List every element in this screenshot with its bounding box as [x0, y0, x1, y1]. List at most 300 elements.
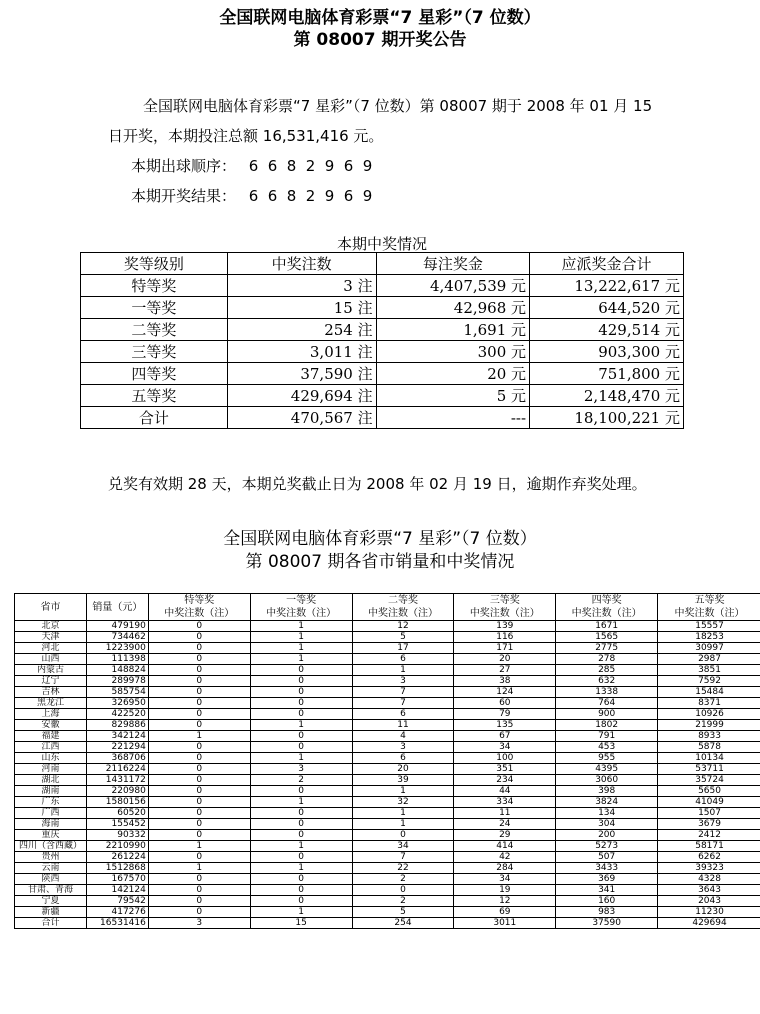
level-col-header: [352, 594, 454, 621]
table-cell: 60: [454, 698, 556, 709]
table-row: [15, 775, 760, 786]
table-cell: 285: [556, 665, 658, 676]
table-cell: 32: [352, 797, 454, 808]
table-cell: 辽宁: [15, 676, 87, 687]
table-cell: 326950: [86, 698, 148, 709]
table-cell: 507: [556, 852, 658, 863]
table-cell: 5 元: [376, 385, 529, 407]
table-cell: 17: [352, 643, 454, 654]
table-cell: 四川（含西藏）: [15, 841, 87, 852]
level-name: 二等奖: [387, 595, 418, 606]
table-cell: 37,590 注: [227, 363, 376, 385]
table-cell: 35724: [658, 775, 760, 786]
table-cell: 29: [454, 830, 556, 841]
table-row: [81, 407, 684, 429]
table-cell: 254 注: [227, 319, 376, 341]
table-cell: 贵州: [15, 852, 87, 863]
digit: 9: [362, 187, 373, 205]
table-cell: 0: [148, 764, 250, 775]
table-cell: 3 注: [227, 275, 376, 297]
table-cell: 合计: [81, 407, 228, 429]
table-cell: 11230: [658, 907, 760, 918]
digit: 8: [286, 157, 297, 175]
table-cell: 3: [148, 918, 250, 929]
table-cell: 0: [148, 753, 250, 764]
table-row: [15, 764, 760, 775]
table-row: [81, 341, 684, 363]
digit: 6: [343, 157, 354, 175]
table-cell: 791: [556, 731, 658, 742]
table-cell: 135: [454, 720, 556, 731]
table-cell: 1: [250, 841, 352, 852]
table-row: [15, 753, 760, 764]
table-cell: 0: [148, 819, 250, 830]
table-cell: 3011: [454, 918, 556, 929]
table-row: [15, 654, 760, 665]
table-row: [15, 665, 760, 676]
table-cell: 10134: [658, 753, 760, 764]
table-cell: 20: [454, 654, 556, 665]
table-cell: 3060: [556, 775, 658, 786]
table-cell: 0: [148, 797, 250, 808]
table-cell: 上海: [15, 709, 87, 720]
page-title: 全国联网电脑体育彩票“7 星彩”（7 位数）: [219, 8, 541, 28]
draw-result: [131, 186, 382, 206]
table-cell: 1: [250, 632, 352, 643]
prize-table-header-cell: 每注奖金: [376, 253, 529, 275]
table-row: [15, 632, 760, 643]
table-row: [15, 676, 760, 687]
table-row: [15, 907, 760, 918]
level-sub-header: 中奖注数（注）: [164, 608, 235, 619]
table-cell: 284: [454, 863, 556, 874]
table-row: [15, 874, 760, 885]
table-cell: 1: [352, 808, 454, 819]
table-cell: 黑龙江: [15, 698, 87, 709]
table-cell: 吉林: [15, 687, 87, 698]
digit: 2: [305, 157, 316, 175]
province-subtitle: 第 08007 期各省市销量和中奖情况: [245, 552, 515, 572]
table-cell: 2: [352, 874, 454, 885]
table-row: [15, 720, 760, 731]
table-cell: 171: [454, 643, 556, 654]
table-row: [15, 698, 760, 709]
level-name: 四等奖: [591, 595, 622, 606]
table-cell: 0: [250, 874, 352, 885]
table-cell: 山西: [15, 654, 87, 665]
table-cell: 2043: [658, 896, 760, 907]
table-cell: 8371: [658, 698, 760, 709]
table-cell: 0: [148, 676, 250, 687]
table-cell: 2116224: [86, 764, 148, 775]
table-cell: 0: [250, 665, 352, 676]
table-row: [15, 918, 760, 929]
draw-result-digits: [249, 187, 382, 205]
table-cell: 0: [148, 874, 250, 885]
table-cell: 0: [148, 632, 250, 643]
table-cell: 3: [250, 764, 352, 775]
table-cell: 3: [352, 676, 454, 687]
table-cell: 22: [352, 863, 454, 874]
table-cell: 四等奖: [81, 363, 228, 385]
table-cell: 安徽: [15, 720, 87, 731]
table-cell: 34: [352, 841, 454, 852]
level-col-header: [556, 594, 658, 621]
table-cell: 15557: [658, 621, 760, 632]
table-cell: 11: [454, 808, 556, 819]
table-cell: 19: [454, 885, 556, 896]
table-cell: 5878: [658, 742, 760, 753]
table-row: [15, 863, 760, 874]
table-cell: 44: [454, 786, 556, 797]
table-cell: 陕西: [15, 874, 87, 885]
table-cell: 0: [148, 896, 250, 907]
ball-order-label: 本期出球顺序：: [131, 157, 237, 175]
table-cell: 1: [148, 841, 250, 852]
table-cell: 12: [454, 896, 556, 907]
table-row: [81, 275, 684, 297]
table-cell: 10926: [658, 709, 760, 720]
table-row: [81, 297, 684, 319]
table-cell: 79: [454, 709, 556, 720]
table-cell: 2: [250, 775, 352, 786]
table-cell: 0: [352, 830, 454, 841]
table-cell: 3433: [556, 863, 658, 874]
digit: 9: [324, 187, 335, 205]
table-cell: 0: [352, 885, 454, 896]
table-cell: 12: [352, 621, 454, 632]
table-cell: 829886: [86, 720, 148, 731]
table-cell: 5650: [658, 786, 760, 797]
table-row: [15, 841, 760, 852]
table-cell: 三等奖: [81, 341, 228, 363]
province-table-header: [15, 594, 760, 621]
table-row: [81, 385, 684, 407]
draw-result-label: 本期开奖结果：: [131, 187, 237, 205]
table-cell: 134: [556, 808, 658, 819]
table-cell: 北京: [15, 621, 87, 632]
table-cell: 0: [250, 676, 352, 687]
table-cell: 53711: [658, 764, 760, 775]
table-cell: 4: [352, 731, 454, 742]
table-cell: 414: [454, 841, 556, 852]
table-cell: 河南: [15, 764, 87, 775]
table-cell: 278: [556, 654, 658, 665]
level-sub-header: 中奖注数（注）: [266, 608, 337, 619]
table-cell: 海南: [15, 819, 87, 830]
table-cell: 903,300 元: [530, 341, 684, 363]
table-cell: 宁夏: [15, 896, 87, 907]
sales-col-header: 销量（元）: [86, 594, 148, 621]
table-cell: 0: [148, 830, 250, 841]
table-cell: 24: [454, 819, 556, 830]
table-cell: 1671: [556, 621, 658, 632]
table-cell: 重庆: [15, 830, 87, 841]
table-cell: 20: [352, 764, 454, 775]
table-cell: 1: [250, 797, 352, 808]
table-cell: 0: [148, 654, 250, 665]
province-col-header: 省市: [15, 594, 87, 621]
table-cell: 39323: [658, 863, 760, 874]
prize-table-header-cell: 应派奖金合计: [530, 253, 684, 275]
table-cell: 4,407,539 元: [376, 275, 529, 297]
table-cell: 369: [556, 874, 658, 885]
table-cell: 69: [454, 907, 556, 918]
table-cell: 479190: [86, 621, 148, 632]
digit: 6: [343, 187, 354, 205]
province-table: [14, 593, 760, 929]
table-cell: 0: [148, 852, 250, 863]
table-cell: 3824: [556, 797, 658, 808]
table-cell: 37590: [556, 918, 658, 929]
table-cell: 342124: [86, 731, 148, 742]
table-cell: 云南: [15, 863, 87, 874]
table-cell: 0: [250, 885, 352, 896]
table-cell: 五等奖: [81, 385, 228, 407]
table-cell: 27: [454, 665, 556, 676]
table-cell: 116: [454, 632, 556, 643]
table-cell: 1: [352, 819, 454, 830]
table-cell: 751,800 元: [530, 363, 684, 385]
table-cell: 河北: [15, 643, 87, 654]
table-cell: 2: [352, 896, 454, 907]
table-cell: 42,968 元: [376, 297, 529, 319]
table-cell: 福建: [15, 731, 87, 742]
table-cell: 0: [250, 731, 352, 742]
table-cell: 0: [250, 698, 352, 709]
table-cell: 0: [148, 786, 250, 797]
table-cell: 0: [148, 808, 250, 819]
table-cell: 644,520 元: [530, 297, 684, 319]
table-cell: 1: [250, 907, 352, 918]
digit: 9: [362, 157, 373, 175]
table-cell: 221294: [86, 742, 148, 753]
table-cell: 200: [556, 830, 658, 841]
table-cell: 1338: [556, 687, 658, 698]
digit: 6: [267, 187, 278, 205]
table-cell: 甘肃、青海: [15, 885, 87, 896]
level-name: 特等奖: [184, 595, 215, 606]
table-cell: 湖北: [15, 775, 87, 786]
table-cell: 0: [148, 621, 250, 632]
table-cell: 3851: [658, 665, 760, 676]
table-cell: 15 注: [227, 297, 376, 319]
table-cell: 0: [250, 709, 352, 720]
table-cell: 特等奖: [81, 275, 228, 297]
table-cell: 江西: [15, 742, 87, 753]
province-title: 全国联网电脑体育彩票“7 星彩”（7 位数）: [223, 529, 537, 549]
table-row: [81, 319, 684, 341]
prize-table-header: [81, 253, 684, 275]
table-cell: 111398: [86, 654, 148, 665]
table-cell: 0: [250, 852, 352, 863]
table-cell: 15: [250, 918, 352, 929]
level-col-header: [658, 594, 760, 621]
table-cell: 0: [148, 643, 250, 654]
table-row: [15, 885, 760, 896]
table-cell: 0: [250, 687, 352, 698]
claim-notice: 兑奖有效期 28 天，本期兑奖截止日为 2008 年 02 月 19 日，逾期作弃奖处理。: [108, 475, 647, 493]
table-cell: 142124: [86, 885, 148, 896]
table-cell: 3643: [658, 885, 760, 896]
table-cell: 1: [250, 643, 352, 654]
table-cell: 4395: [556, 764, 658, 775]
table-cell: 5: [352, 632, 454, 643]
table-row: [15, 621, 760, 632]
table-cell: 0: [250, 896, 352, 907]
table-cell: 1: [148, 863, 250, 874]
intro-line-2: 日开奖，本期投注总额 16,531,416 元。: [108, 127, 384, 145]
table-cell: 山东: [15, 753, 87, 764]
table-cell: 1: [250, 720, 352, 731]
table-cell: 1802: [556, 720, 658, 731]
table-cell: 合计: [15, 918, 87, 929]
table-row: [15, 731, 760, 742]
table-cell: 983: [556, 907, 658, 918]
table-row: [15, 830, 760, 841]
table-cell: 6262: [658, 852, 760, 863]
table-cell: 内蒙古: [15, 665, 87, 676]
table-cell: 新疆: [15, 907, 87, 918]
level-col-header: [454, 594, 556, 621]
table-cell: 广西: [15, 808, 87, 819]
table-cell: 900: [556, 709, 658, 720]
level-sub-header: 中奖注数（注）: [367, 608, 438, 619]
table-cell: 0: [148, 907, 250, 918]
table-cell: 351: [454, 764, 556, 775]
table-cell: 90332: [86, 830, 148, 841]
table-cell: 1431172: [86, 775, 148, 786]
table-cell: 41049: [658, 797, 760, 808]
table-cell: 0: [148, 885, 250, 896]
table-cell: 0: [250, 742, 352, 753]
table-cell: 3: [352, 742, 454, 753]
table-cell: 300 元: [376, 341, 529, 363]
table-cell: 417276: [86, 907, 148, 918]
table-cell: 天津: [15, 632, 87, 643]
digit: 2: [305, 187, 316, 205]
level-name: 一等奖: [286, 595, 317, 606]
table-cell: 2210990: [86, 841, 148, 852]
prize-table-header-cell: 奖等级别: [81, 253, 228, 275]
table-cell: 1: [352, 786, 454, 797]
table-cell: 1: [352, 665, 454, 676]
table-cell: 3679: [658, 819, 760, 830]
table-cell: 79542: [86, 896, 148, 907]
table-cell: 453: [556, 742, 658, 753]
table-cell: 148824: [86, 665, 148, 676]
table-row: [15, 819, 760, 830]
table-cell: 4328: [658, 874, 760, 885]
table-cell: 341: [556, 885, 658, 896]
table-cell: 7: [352, 698, 454, 709]
table-cell: 42: [454, 852, 556, 863]
digit: 6: [267, 157, 278, 175]
table-cell: 7: [352, 687, 454, 698]
table-cell: 38: [454, 676, 556, 687]
table-cell: 11: [352, 720, 454, 731]
table-cell: 5: [352, 907, 454, 918]
table-cell: 6: [352, 654, 454, 665]
table-cell: 254: [352, 918, 454, 929]
prize-table: [80, 252, 684, 429]
level-col-header: [250, 594, 352, 621]
table-cell: 湖南: [15, 786, 87, 797]
level-sub-header: 中奖注数（注）: [674, 608, 745, 619]
table-cell: 139: [454, 621, 556, 632]
table-cell: 21999: [658, 720, 760, 731]
table-cell: 289978: [86, 676, 148, 687]
table-cell: 422520: [86, 709, 148, 720]
level-name: 五等奖: [694, 595, 725, 606]
table-cell: 39: [352, 775, 454, 786]
table-row: [15, 808, 760, 819]
table-cell: 2775: [556, 643, 658, 654]
table-cell: 1,691 元: [376, 319, 529, 341]
table-cell: 7592: [658, 676, 760, 687]
table-cell: 764: [556, 698, 658, 709]
table-cell: 632: [556, 676, 658, 687]
table-cell: 广东: [15, 797, 87, 808]
table-cell: 1: [250, 863, 352, 874]
table-cell: 8933: [658, 731, 760, 742]
table-cell: 1: [250, 654, 352, 665]
ball-order: [131, 156, 382, 176]
digit: 6: [248, 157, 259, 175]
table-cell: 13,222,617 元: [530, 275, 684, 297]
table-cell: 1: [250, 753, 352, 764]
table-cell: 7: [352, 852, 454, 863]
table-row: [15, 896, 760, 907]
table-cell: ---: [376, 407, 529, 429]
table-cell: 34: [454, 874, 556, 885]
table-cell: 0: [250, 830, 352, 841]
table-cell: 6: [352, 753, 454, 764]
table-cell: 2987: [658, 654, 760, 665]
table-cell: 58171: [658, 841, 760, 852]
digit: 9: [324, 157, 335, 175]
table-cell: 0: [250, 819, 352, 830]
table-cell: 1: [148, 731, 250, 742]
table-cell: 67: [454, 731, 556, 742]
table-cell: 0: [148, 698, 250, 709]
table-cell: 3,011 注: [227, 341, 376, 363]
table-cell: 585754: [86, 687, 148, 698]
table-cell: 16531416: [86, 918, 148, 929]
table-cell: 155452: [86, 819, 148, 830]
table-cell: 2,148,470 元: [530, 385, 684, 407]
table-cell: 220980: [86, 786, 148, 797]
table-row: [81, 363, 684, 385]
table-cell: 34: [454, 742, 556, 753]
table-row: [15, 786, 760, 797]
table-cell: 0: [148, 709, 250, 720]
table-cell: 124: [454, 687, 556, 698]
prize-table-header-cell: 中奖注数: [227, 253, 376, 275]
table-cell: 6: [352, 709, 454, 720]
level-name: 三等奖: [489, 595, 520, 606]
table-row: [15, 742, 760, 753]
table-cell: 30997: [658, 643, 760, 654]
table-cell: 1: [250, 621, 352, 632]
level-sub-header: 中奖注数（注）: [571, 608, 642, 619]
table-cell: 1223900: [86, 643, 148, 654]
table-row: [15, 709, 760, 720]
table-cell: 18,100,221 元: [530, 407, 684, 429]
table-cell: 0: [148, 687, 250, 698]
ball-order-digits: [249, 157, 382, 175]
table-cell: 2412: [658, 830, 760, 841]
